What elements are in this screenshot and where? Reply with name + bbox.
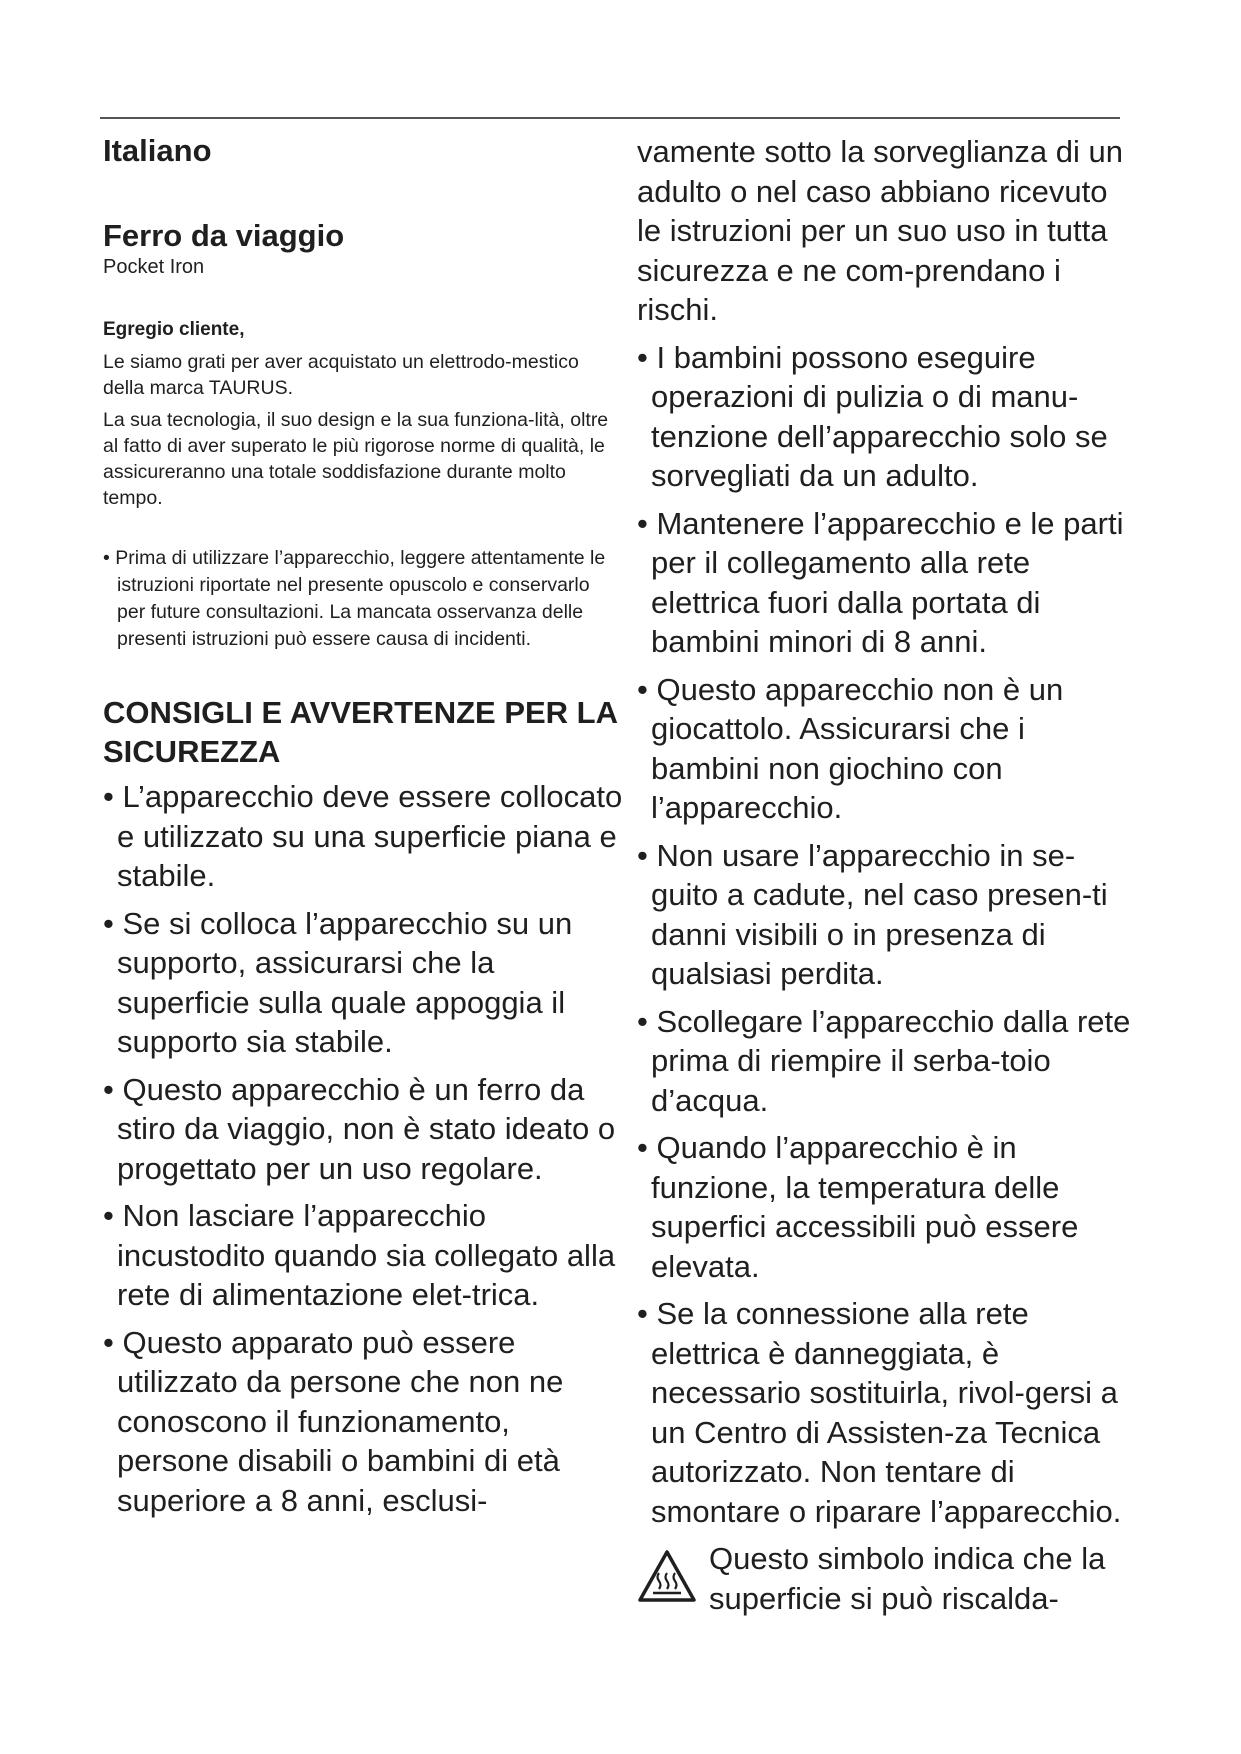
safety-item: • L’apparecchio deve essere collocato e utilizzato su una superficie piana e stabile. — [103, 779, 623, 894]
top-rule — [100, 117, 1120, 119]
hot-surface-note — [637, 1539, 1137, 1618]
product-subtitle: Pocket Iron — [103, 256, 205, 279]
safety-item: • Non usare l’apparecchio in se-guito a cadute, nel caso presen-ti danni visibili o in presenza di qualsiasi perdita. — [637, 837, 1108, 991]
safety-item: • Scollegare l’apparecchio dalla rete prima di riempire il serba-toio d’acqua. — [637, 1003, 1131, 1118]
right-column — [637, 132, 1137, 1618]
safety-item-continuation: vamente sotto la sorveglianza di un adulto o nel caso abbiano ricevuto le istruzioni per un suo uso in tutta sicurezza e ne com-prendano i rischi. — [637, 134, 1123, 327]
safety-item: • Se la connessione alla rete elettrica è danneggiata, è necessario sostituirla, rivol-gersi a un Centro di Assisten-za Tecnica autorizzato. Non tentare di smontare o riparare l’apparecchio. — [637, 1296, 1122, 1529]
safety-item: • Se si colloca l’apparecchio su un supporto, assicurarsi che la superficie sulla quale appoggia il supporto sia stabile. — [103, 905, 573, 1060]
safety-item: • I bambini possono eseguire operazioni di pulizia o di manu-tenzione dell’apparecchio solo se sorvegliati da un adulto. — [637, 339, 1108, 493]
hot-surface-warning-icon — [637, 1549, 697, 1603]
safety-item: • Questo apparecchio è un ferro da stiro da viaggio, non è stato ideato o progettato per un uso regolare. — [103, 1071, 616, 1186]
language-heading: Italiano — [103, 133, 212, 168]
greeting: Egregio cliente, — [103, 319, 245, 341]
product-title: Ferro da viaggio — [103, 218, 345, 254]
hot-surface-text: Questo simbolo indica che la superficie si può riscalda- — [709, 1541, 1106, 1616]
safety-item: • Questo apparato può essere utilizzato da persone che non ne conoscono il funzionamento, persone disabili o bambini di età superiore a 8 anni, esclusi- — [103, 1324, 564, 1518]
safety-heading: CONSIGLI E AVVERTENZE PER LA SICUREZZA — [103, 695, 617, 770]
intro-paragraph: Le siamo grati per aver acquistato un elettrodo-mestico della marca TAURUS. — [103, 351, 579, 400]
intro-paragraph: La sua tecnologia, il suo design e la sua funziona-lità, oltre al fatto di aver superato le più rigorose norme di qualità, le assicureranno una totale soddisfazione durante molto tempo. — [103, 409, 609, 510]
safety-item: • Questo apparecchio non è un giocattolo. Assicurarsi che i bambini non giochino con l’apparecchio. — [637, 671, 1064, 825]
safety-item: • Quando l’apparecchio è in funzione, la temperatura delle superfici accessibili può essere elevata. — [637, 1130, 1079, 1284]
left-column — [103, 132, 623, 1528]
read-instructions-note: • Prima di utilizzare l’apparecchio, leggere attentamente le istruzioni riportate nel presente opuscolo e conservarlo per future consultazioni. La mancata osservanza delle presenti istruzioni può essere causa di incidenti. — [103, 547, 606, 651]
safety-item: • Mantenere l’apparecchio e le parti per il collegamento alla rete elettrica fuori dalla portata di bambini minori di 8 anni. — [637, 505, 1124, 659]
safety-item: • Non lasciare l’apparecchio incustodito quando sia collegato alla rete di alimentazione elet-trica. — [103, 1198, 616, 1313]
